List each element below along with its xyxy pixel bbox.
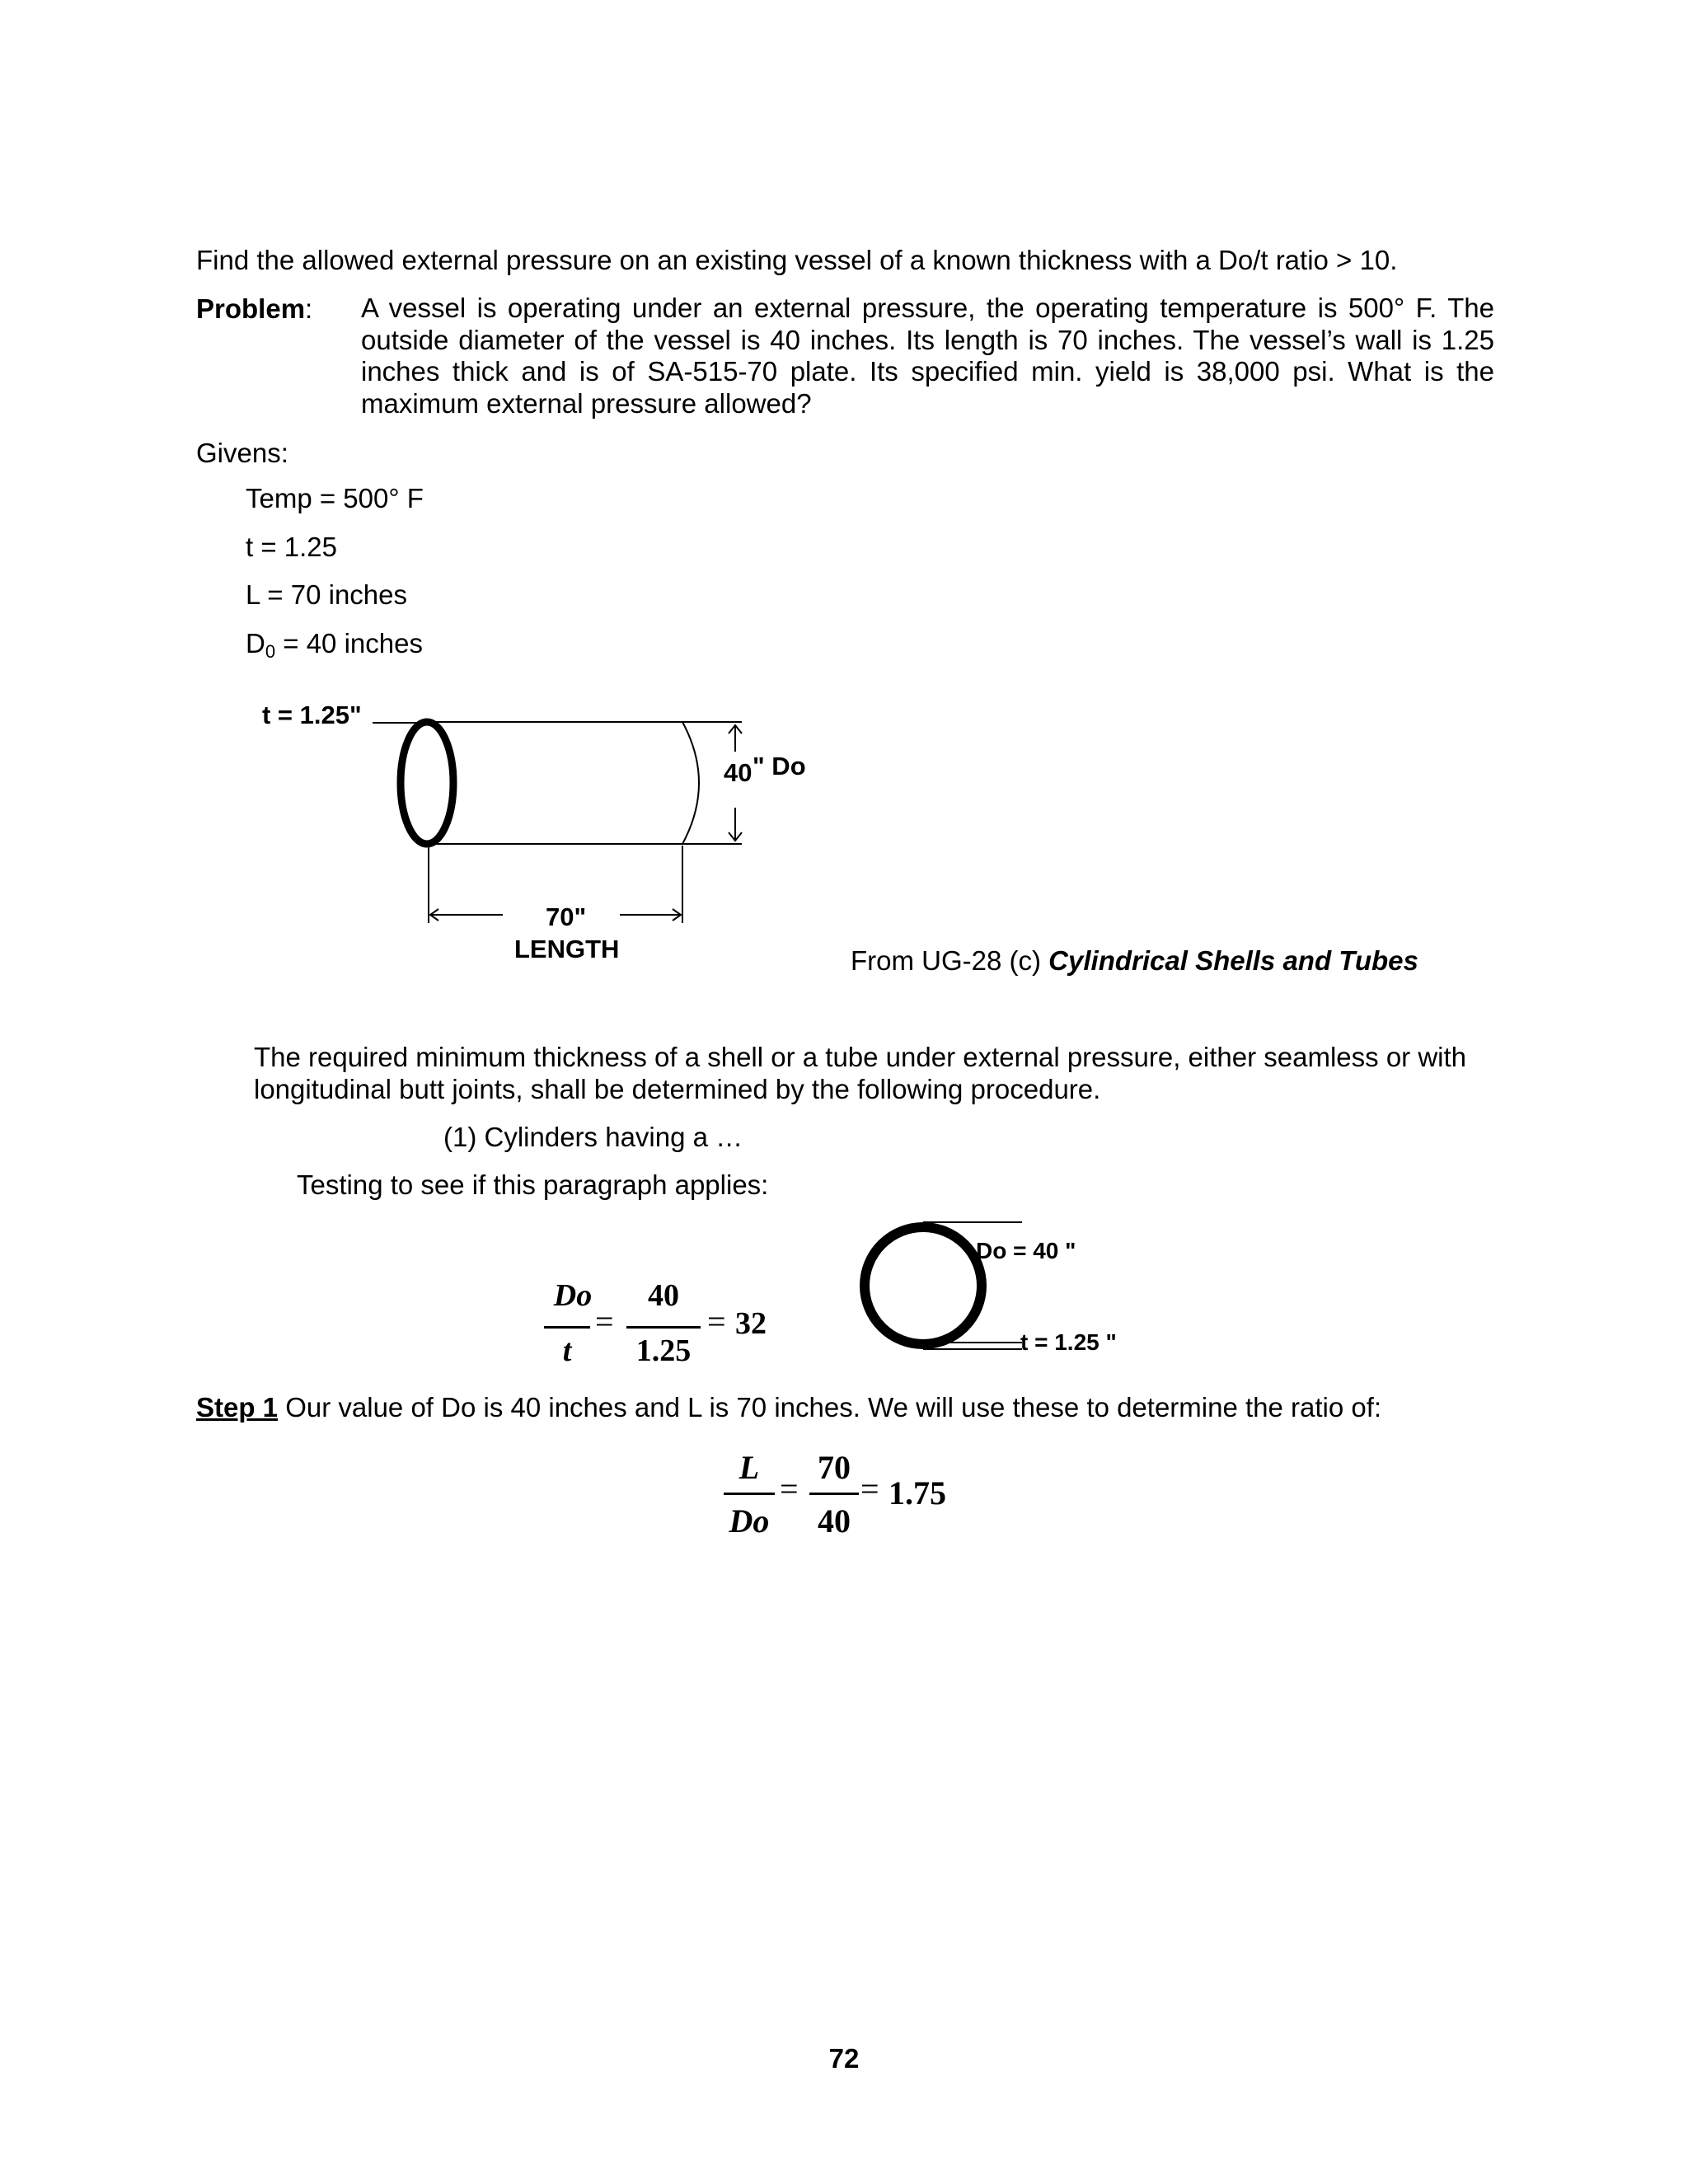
step1-text: Our value of Do is 40 inches and L is 70 inches. We will use these to determine the ratio of: — [278, 1392, 1382, 1422]
ratio1-num-val: 40 — [648, 1278, 679, 1313]
reference-title: Cylindrical Shells and Tubes — [1048, 945, 1418, 976]
ratio2-fraction-bar-var — [724, 1493, 775, 1495]
ratio1-fraction-bar-var — [544, 1326, 590, 1329]
ratio2-fraction-bar-val — [809, 1493, 859, 1495]
ratio1-equals-1: = — [595, 1303, 614, 1340]
procedure-paragraph: The required minimum thickness of a shell or a tube under external pressure, either seamless or with longitudinal butt joints, shall be determined by the following procedure. — [254, 1042, 1467, 1104]
ratio2-den-val: 40 — [818, 1502, 851, 1540]
testing-text: Testing to see if this paragraph applies: — [297, 1169, 769, 1200]
ratio2-num-var: L — [738, 1449, 760, 1486]
length-value: 70" — [546, 902, 587, 931]
length-label: LENGTH — [514, 935, 620, 963]
ratio1-den-var: t — [562, 1333, 572, 1368]
cylinder-end-ellipse — [401, 722, 453, 844]
intro-text: Find the allowed external pressure on an existing vessel of a known thickness with a Do/t ratio > 10. — [196, 245, 1398, 275]
ring-do-label: Do = 40 " — [976, 1238, 1076, 1263]
cylinder-thickness-label: t = 1.25" — [262, 701, 362, 729]
given-length: L = 70 inches — [246, 579, 408, 610]
given-diameter-value: = 40 inches — [275, 628, 423, 658]
ratio2-num-val: 70 — [818, 1449, 851, 1486]
ratio1-num-var: Do — [553, 1278, 593, 1313]
ratio1-den-val: 1.25 — [635, 1333, 692, 1368]
givens-label: Givens: — [196, 438, 288, 468]
reference-line — [851, 944, 1418, 977]
page-number: 72 — [828, 2043, 860, 2074]
given-diameter — [246, 627, 423, 668]
ratio2-den-var: Do — [729, 1502, 770, 1540]
problem-label: Problem — [196, 293, 306, 324]
step1-line — [196, 1391, 1381, 1423]
ring-t-label: t = 1.25 " — [1020, 1329, 1117, 1355]
ratio1-equals-2: = — [707, 1303, 726, 1340]
ratio2-result: 1.75 — [889, 1474, 946, 1511]
given-temp: Temp = 500° F — [246, 483, 424, 513]
problem-heading — [196, 293, 312, 325]
ring-diagram — [841, 1212, 1154, 1360]
ratio1-fraction-bar-val — [626, 1326, 701, 1329]
ratio2-equals-2: = — [860, 1470, 879, 1507]
ratio1-result: 32 — [735, 1306, 767, 1341]
diameter-label: " Do — [753, 752, 806, 780]
ratio2-equals-1: = — [780, 1470, 799, 1507]
cylinder-far-end — [682, 722, 699, 844]
step1-label: Step 1 — [196, 1392, 279, 1422]
given-diameter-subscript: 0 — [265, 641, 276, 662]
reference-prefix: From UG-28 (c) — [851, 945, 1041, 976]
cylinder-diagram — [247, 692, 874, 972]
given-diameter-symbol: D — [246, 628, 265, 658]
ring-cross-section — [865, 1227, 982, 1344]
given-thickness: t = 1.25 — [246, 532, 338, 562]
procedure-item-1: (1) Cylinders having a … — [443, 1122, 743, 1152]
problem-text: A vessel is operating under an external pressure, the operating temperature is 500° F. The outside diameter of the vessel is 40 inches. Its length is 70 inches. The vessel’s wall is 1.25 inches thick and is of SA-515-70 plate. Its specified min. yield is 38,000 psi. What is the maximum external pressure allowed? — [361, 293, 1494, 419]
problem-colon: : — [305, 293, 313, 324]
diameter-value: 40 — [724, 758, 753, 787]
